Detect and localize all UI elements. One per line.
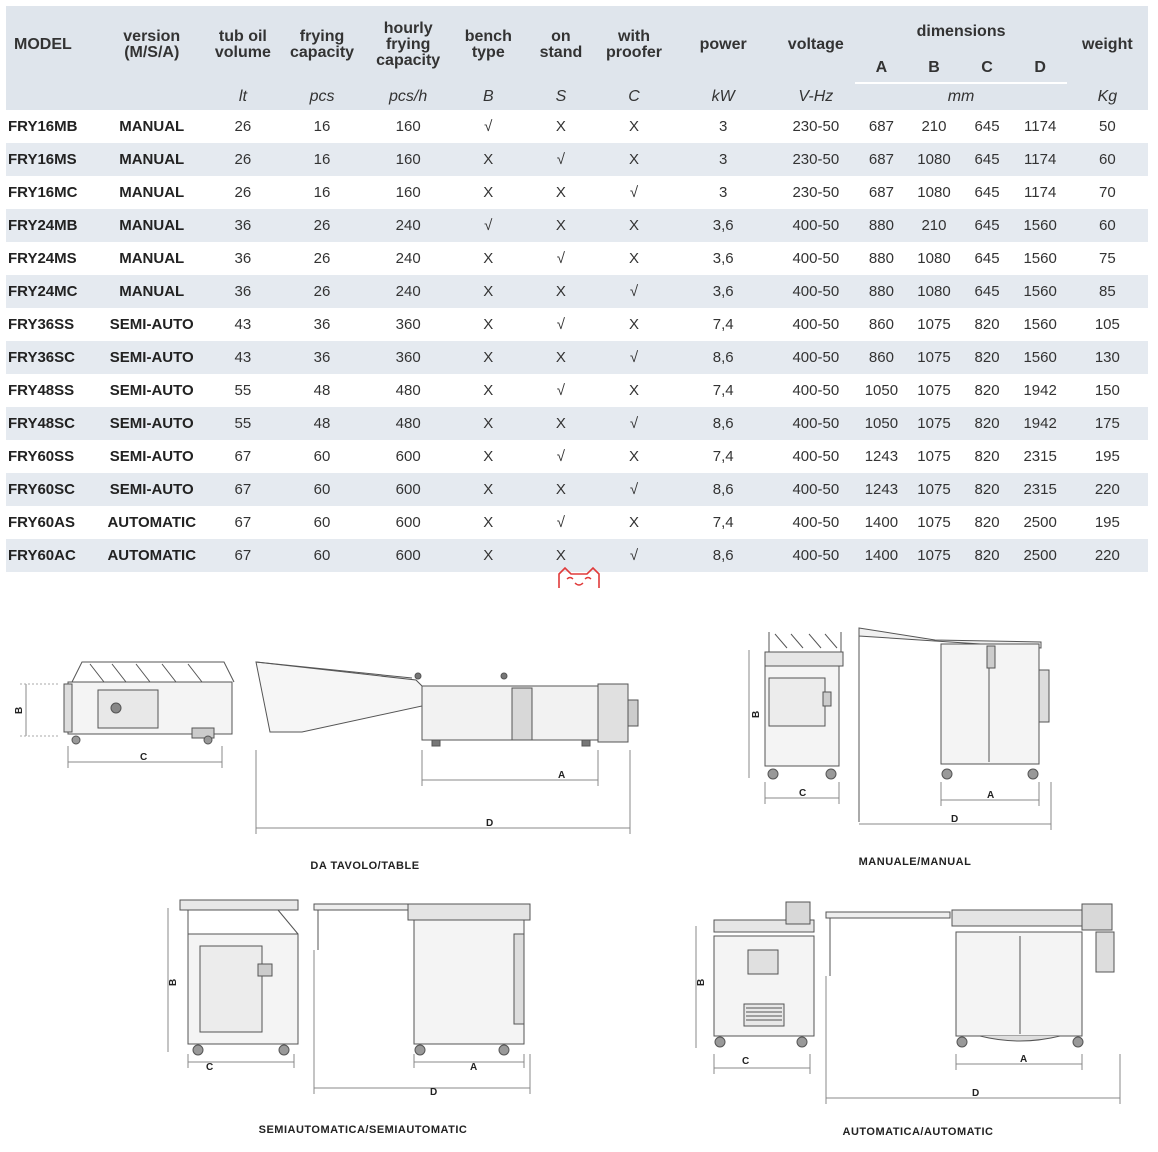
model-cell: FRY36SS [8,316,75,333]
spec-cell: X [483,250,494,267]
spec-cell: 1400 [864,514,899,531]
spec-cell: 400-50 [776,539,855,572]
spec-cell: 8,6 [670,539,776,572]
spec-cell: 7,4 [712,514,734,531]
spec-cell: 1075 [907,341,960,374]
spec-cell: 48 [280,407,363,440]
model-cell: FRY16MB [8,118,78,135]
spec-cell: X [453,341,524,374]
spec-cell: 1075 [917,514,951,531]
auto-dim-c-label: C [742,1056,750,1067]
spec-cell: X [453,407,524,440]
version-cell: MANUAL [98,209,205,242]
spec-cell: 50 [1099,118,1116,135]
spec-cell: 16 [313,118,331,135]
spec-cell: 1560 [1014,209,1067,242]
model-cell: FRY60SC [6,473,98,506]
spec-cell: 687 [868,118,894,135]
spec-cell: 26 [234,118,252,135]
version-cell: MANUAL [119,118,185,135]
caption-semiautomatic: SEMIAUTOMATICA/SEMIAUTOMATIC [258,1124,468,1136]
spec-cell: √ [453,209,524,242]
spec-cell: 230-50 [792,118,840,135]
spec-cell: 67 [205,539,280,572]
spec-cell: 70 [1099,184,1116,201]
version-cell: SEMI-AUTO [98,341,205,374]
model-cell: FRY24MC [6,275,98,308]
unit-tub-oil: lt [205,83,280,110]
spec-cell: 1560 [1023,250,1057,267]
header-dimensions: dimensions [855,6,1066,54]
unit-dimensions: mm [855,83,1066,110]
spec-cell: X [524,209,598,242]
semi-dim-d-label: D [430,1087,438,1098]
spec-cell: 230-50 [792,184,840,201]
spec-cell: X [453,473,524,506]
header-power: power [670,6,776,83]
spec-cell: 130 [1067,341,1148,374]
manual-dim-b-label: B [751,710,762,718]
spec-cell: 2500 [1014,539,1067,572]
spec-cell: 26 [280,275,363,308]
spec-cell: 1942 [1023,382,1057,399]
spec-cell: 2315 [1014,473,1067,506]
spec-cell: 36 [234,250,252,267]
spec-cell: 67 [234,514,252,531]
spec-cell: 3 [718,184,728,201]
spec-cell: 230-50 [776,143,855,176]
spec-cell: 60 [313,514,331,531]
spec-cell: 645 [961,143,1014,176]
spec-cell: X [524,275,598,308]
spec-cell: 400-50 [776,275,855,308]
caption-automatic: AUTOMATICA/AUTOMATIC [842,1126,994,1138]
unit-version [98,83,205,110]
spec-cell: 880 [868,250,894,267]
table-dim-d-label: D [486,818,494,829]
spec-cell: 480 [395,382,421,399]
spec-cell: 1560 [1014,341,1067,374]
model-cell: FRY60SS [8,448,75,465]
auto-dim-b-label: B [696,978,707,986]
spec-cell: 1075 [917,382,951,399]
spec-cell: 645 [961,209,1014,242]
auto-dim-a-label: A [1020,1054,1028,1065]
table-row [6,209,1148,242]
header-hourly-frying-capacity: hourly frying capacity [364,6,453,83]
spec-cell: 2500 [1023,514,1057,531]
header-model: MODEL [6,6,98,83]
spec-cell: 1080 [917,250,951,267]
unit-model [6,83,98,110]
spec-cell: 400-50 [792,382,840,399]
spec-cell: 55 [205,407,280,440]
version-cell: SEMI-AUTO [109,448,194,465]
spec-cell: 1075 [917,448,951,465]
spec-cell: √ [598,473,670,506]
spec-cell: 1075 [907,539,960,572]
spec-cell: 55 [234,382,252,399]
spec-table-body [6,110,1148,572]
spec-cell: 220 [1067,473,1148,506]
spec-cell: 60 [313,448,331,465]
semi-dim-c-label: C [206,1062,214,1073]
spec-cell: 1075 [907,407,960,440]
spec-cell: √ [556,382,566,399]
header-dim-b: B [907,54,960,83]
spec-cell: 820 [974,316,1000,333]
spec-cell: 240 [364,275,453,308]
spec-cell: 7,4 [712,448,734,465]
auto-dim-d-label: D [972,1088,980,1099]
table-row [6,176,1148,209]
spec-cell: 150 [1094,382,1120,399]
spec-cell: √ [556,514,566,531]
spec-cell: 75 [1099,250,1116,267]
manual-version-drawing [735,622,1055,832]
spec-cell: 3,6 [670,275,776,308]
spec-cell: 60 [1067,143,1148,176]
spec-cell: 60 [1067,209,1148,242]
spec-cell: X [629,316,640,333]
spec-cell: 105 [1094,316,1120,333]
spec-cell: 26 [280,209,363,242]
spec-cell: 67 [205,473,280,506]
unit-power: kW [670,83,776,110]
table-row [6,242,1148,275]
spec-cell: √ [556,250,566,267]
spec-cell: √ [556,448,566,465]
spec-cell: 1080 [907,143,960,176]
version-cell: MANUAL [119,184,185,201]
unit-frying-capacity: pcs [280,83,363,110]
table-row [6,374,1148,407]
spec-cell: X [629,118,640,135]
spec-cell: 400-50 [776,473,855,506]
spec-cell: 820 [961,539,1014,572]
spec-cell: 8,6 [670,407,776,440]
model-cell: FRY48SS [8,382,75,399]
spec-cell: 880 [855,275,907,308]
spec-cell: 8,6 [670,473,776,506]
spec-cell: 1080 [917,184,951,201]
spec-cell: 480 [364,407,453,440]
spec-cell: X [524,539,598,572]
spec-cell: 160 [395,184,421,201]
spec-cell: √ [598,341,670,374]
spec-cell: X [555,118,566,135]
table-row [6,110,1148,143]
unit-proofer: C [598,83,670,110]
spec-cell: 26 [234,184,252,201]
spec-table [6,6,1148,572]
spec-cell: 210 [907,209,960,242]
header-voltage: voltage [776,6,855,83]
model-cell: FRY16MS [6,143,98,176]
spec-cell: √ [598,407,670,440]
spec-cell: 36 [313,316,331,333]
version-cell: SEMI-AUTO [98,473,205,506]
table-dim-a-label: A [558,770,566,781]
spec-cell: 860 [868,316,894,333]
header-dim-c: C [961,54,1014,83]
header-bench-type: bench type [453,6,524,83]
spec-cell: 195 [1094,514,1120,531]
unit-voltage: V-Hz [776,83,855,110]
spec-cell: 7,4 [712,316,734,333]
spec-cell: X [453,275,524,308]
spec-cell: 210 [921,118,947,135]
spec-cell: X [483,184,494,201]
spec-cell: 60 [280,473,363,506]
spec-cell: 820 [974,382,1000,399]
model-cell: FRY24MB [6,209,98,242]
spec-cell: √ [598,275,670,308]
spec-cell: 645 [974,184,1000,201]
version-cell: SEMI-AUTO [109,382,194,399]
spec-cell: 3,6 [712,250,734,267]
spec-cell: 400-50 [792,448,840,465]
spec-cell: X [629,514,640,531]
spec-cell: 1075 [907,473,960,506]
spec-cell: 36 [205,275,280,308]
spec-cell: X [629,382,640,399]
spec-cell: 36 [205,209,280,242]
unit-stand: S [524,83,598,110]
spec-cell: X [483,316,494,333]
spec-cell: 687 [868,184,894,201]
spec-cell: X [524,341,598,374]
spec-cell: 16 [313,184,331,201]
header-dim-d: D [1014,54,1067,83]
spec-cell: 360 [364,341,453,374]
spec-cell: 1243 [855,473,907,506]
model-cell: FRY60AC [6,539,98,572]
header-weight: weight [1067,6,1148,83]
semi-dim-b-label: B [168,978,179,986]
spec-cell: X [524,407,598,440]
spec-cell: 3 [718,118,728,135]
spec-cell: 8,6 [670,341,776,374]
table-row [6,473,1148,506]
table-row [6,506,1148,539]
spec-cell: X [629,250,640,267]
spec-cell: 16 [280,143,363,176]
spec-cell: 1174 [1014,143,1067,176]
spec-cell: √ [629,184,639,201]
spec-cell: 880 [855,209,907,242]
table-row [6,440,1148,473]
spec-cell: √ [556,316,566,333]
spec-cell: 220 [1067,539,1148,572]
spec-cell: 240 [364,209,453,242]
spec-cell: 1243 [864,448,899,465]
header-frying-capacity: frying capacity [280,6,363,83]
spec-cell: 600 [395,514,421,531]
spec-cell: 26 [205,143,280,176]
unit-hourly: pcs/h [364,83,453,110]
spec-cell: 1050 [864,382,899,399]
spec-cell: √ [598,539,670,572]
spec-cell: 43 [234,316,252,333]
spec-cell: X [598,209,670,242]
spec-cell: 67 [234,448,252,465]
spec-cell: 85 [1067,275,1148,308]
header-with-proofer: with proofer [598,6,670,83]
spec-cell: 820 [974,448,1000,465]
spec-cell: X [555,184,566,201]
spec-cell: 1174 [1024,184,1057,201]
semiautomatic-drawing [158,890,548,1106]
spec-cell: 820 [961,407,1014,440]
table-row [6,308,1148,341]
version-cell: SEMI-AUTO [98,407,205,440]
spec-cell: 26 [313,250,331,267]
spec-cell: 820 [974,514,1000,531]
spec-cell: 360 [395,316,421,333]
model-cell: FRY60AS [8,514,75,531]
spec-cell: √ [484,118,493,135]
spec-cell: 400-50 [776,209,855,242]
spec-cell: 645 [961,275,1014,308]
spec-cell: 600 [364,473,453,506]
spec-cell: 860 [855,341,907,374]
spec-cell: X [483,514,494,531]
spec-cell: 1080 [907,275,960,308]
spec-cell: X [629,448,640,465]
spec-cell: X [453,143,524,176]
table-dim-b-label: B [14,706,25,714]
spec-cell: 160 [395,118,421,135]
spec-cell: 687 [855,143,907,176]
header-tub-oil-volume: tub oil volume [205,6,280,83]
manual-dim-a-label: A [987,790,995,801]
version-cell: AUTOMATIC [107,514,197,531]
table-row [6,341,1148,374]
spec-cell: X [524,473,598,506]
version-cell: MANUAL [98,275,205,308]
spec-cell: 1400 [855,539,907,572]
automatic-drawing [690,896,1140,1106]
spec-cell: 600 [395,448,421,465]
model-cell: FRY36SC [6,341,98,374]
spec-cell: 3,6 [670,209,776,242]
model-cell: FRY48SC [6,407,98,440]
caption-table: DA TAVOLO/TABLE [310,860,420,872]
spec-cell: 1174 [1024,118,1057,135]
spec-cell: X [598,143,670,176]
unit-weight: Kg [1067,83,1148,110]
spec-cell: X [483,382,494,399]
semi-dim-a-label: A [470,1062,478,1073]
manual-dim-d-label: D [951,814,959,825]
table-dim-c-label: C [140,752,148,763]
spec-cell: 3 [670,143,776,176]
spec-cell: 400-50 [792,316,840,333]
spec-cell: 60 [280,539,363,572]
spec-cell: 1560 [1014,275,1067,308]
version-cell: AUTOMATIC [98,539,205,572]
spec-cell: X [453,539,524,572]
spec-cell: 820 [961,341,1014,374]
cat-face-icon [555,566,603,590]
model-cell: FRY24MS [8,250,77,267]
spec-cell: 1075 [917,316,951,333]
spec-cell: 160 [364,143,453,176]
spec-cell: 600 [364,539,453,572]
unit-bench: B [453,83,524,110]
table-row [6,275,1148,308]
version-cell: SEMI-AUTO [109,316,194,333]
spec-cell: 400-50 [792,514,840,531]
spec-cell: √ [524,143,598,176]
spec-cell: 43 [205,341,280,374]
spec-cell: 1050 [855,407,907,440]
spec-cell: 645 [974,250,1000,267]
spec-cell: 2315 [1023,448,1057,465]
model-cell: FRY16MC [8,184,78,201]
spec-cell: 820 [961,473,1014,506]
table-row [6,407,1148,440]
spec-cell: 1560 [1023,316,1057,333]
spec-cell: 175 [1067,407,1148,440]
spec-cell: 645 [974,118,1000,135]
spec-cell: 48 [313,382,331,399]
table-row [6,143,1148,176]
spec-cell: X [483,448,494,465]
caption-manual: MANUALE/MANUAL [858,856,972,868]
spec-cell: 7,4 [712,382,734,399]
version-cell: MANUAL [98,143,205,176]
manual-dim-c-label: C [799,788,807,799]
header-version: version (M/S/A) [98,6,205,83]
spec-cell: 400-50 [776,341,855,374]
spec-cell: 1942 [1014,407,1067,440]
spec-cell: 36 [280,341,363,374]
spec-cell: 195 [1094,448,1120,465]
header-on-stand: on stand [524,6,598,83]
spec-cell: 240 [395,250,421,267]
version-cell: MANUAL [119,250,185,267]
spec-cell: 400-50 [776,407,855,440]
table-version-drawing [12,650,652,840]
header-dim-a: A [855,54,907,83]
spec-cell: 400-50 [792,250,840,267]
